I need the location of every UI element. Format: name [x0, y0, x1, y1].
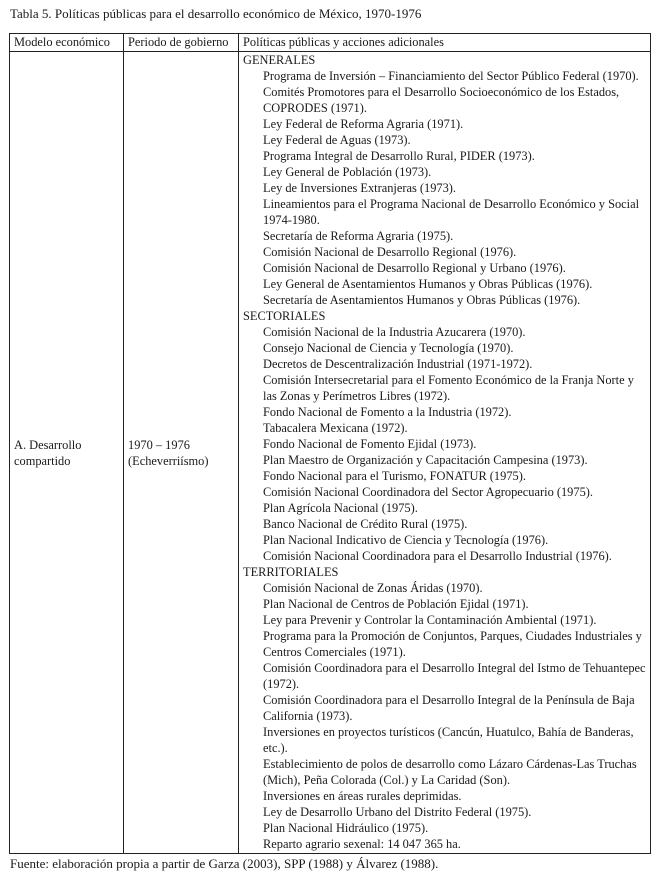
policy-item: Consejo Nacional de Ciencia y Tecnología (1970).: [263, 341, 514, 355]
periodo-line: (Echeverriísmo): [128, 453, 209, 468]
policy-item: Comisión Nacional de Desarrollo Regional (1976).: [263, 245, 517, 259]
policy-item: Ley General de Población (1973).: [263, 165, 432, 179]
policy-item: Fondo Nacional de Fomento Ejidal (1973).: [263, 437, 477, 451]
group-heading: GENERALES: [243, 53, 316, 67]
group-heading: SECTORIALES: [243, 309, 326, 323]
policy-item: Programa Integral de Desarrollo Rural, PIDER (1973).: [263, 149, 535, 163]
policy-item: Programa para la Promoción de Conjuntos, Parques, Ciudades Industriales y Centros Comerciales (1971).: [263, 629, 642, 659]
policy-item: Ley de Inversiones Extranjeras (1973).: [263, 181, 457, 195]
policy-item: Plan Nacional Indicativo de Ciencia y Tecnología (1976).: [263, 533, 549, 547]
header-politicas: Políticas públicas y acciones adicionales: [239, 34, 651, 52]
policy-item: Secretaría de Asentamientos Humanos y Obras Públicas (1976).: [263, 293, 581, 307]
policy-item: Ley General de Asentamientos Humanos y Obras Públicas (1976).: [263, 277, 593, 291]
policy-item: Decretos de Descentralización Industrial (1971-1972).: [263, 357, 533, 371]
policy-item: Comisión Coordinadora para el Desarrollo Integral del Istmo de Tehuantepec (1972).: [263, 661, 646, 691]
policy-item: Comisión Intersecretarial para el Fomento Económico de la Franja Norte y las Zonas y Perímetros Libres (1972).: [263, 373, 634, 403]
periodo-line: 1970 – 1976: [128, 437, 190, 452]
header-modelo: Modelo económico: [10, 34, 124, 52]
policy-item: Plan Agrícola Nacional (1975).: [263, 501, 418, 515]
policy-item: Ley Federal de Reforma Agraria (1971).: [263, 117, 464, 131]
cell-modelo: [10, 52, 124, 854]
policy-item: Comités Promotores para el Desarrollo Socioeconómico de los Estados, COPRODES (1971).: [263, 85, 620, 115]
header-periodo: Periodo de gobierno: [124, 34, 239, 52]
policy-item: Inversiones en proyectos turísticos (Cancún, Huatulco, Bahía de Banderas, etc.).: [263, 725, 634, 755]
policy-item: Fondo Nacional para el Turismo, FONATUR (1975).: [263, 469, 526, 483]
policy-item: Ley para Prevenir y Controlar la Contaminación Ambiental (1971).: [263, 613, 597, 627]
policy-item: Reparto agrario sexenal: 14 047 365 ha.: [263, 837, 461, 851]
policy-item: Comisión Nacional de la Industria Azucarera (1970).: [263, 325, 526, 339]
policy-item: Ley de Desarrollo Urbano del Distrito Federal (1975).: [263, 805, 532, 819]
policy-item: Comisión Coordinadora para el Desarrollo Integral de la Península de Baja California (1973).: [263, 693, 635, 723]
policy-item: Programa de Inversión – Financiamiento del Sector Público Federal (1970).: [263, 69, 639, 83]
policy-item: Plan Nacional Hidráulico (1975).: [263, 821, 429, 835]
policy-item: Plan Nacional de Centros de Población Ejidal (1971).: [263, 597, 529, 611]
modelo-line: compartido: [14, 453, 71, 468]
policy-item: Fondo Nacional de Fomento a la Industria (1972).: [263, 405, 512, 419]
policy-item: Comisión Nacional de Zonas Áridas (1970).: [263, 581, 483, 595]
policy-item: Lineamientos para el Programa Nacional de Desarrollo Económico y Social 1974-1980.: [263, 197, 640, 227]
policy-item: Tabacalera Mexicana (1972).: [263, 421, 408, 435]
cell-periodo: [124, 52, 239, 854]
source-note: Fuente: elaboración propia a partir de Garza (2003), SPP (1988) y Álvarez (1988).: [10, 856, 439, 871]
table-caption: Tabla 5. Políticas públicas para el desarrollo económico de México, 1970-1976: [10, 6, 422, 21]
policy-item: Plan Maestro de Organización y Capacitación Campesina (1973).: [263, 453, 588, 467]
policies-table: [9, 33, 651, 854]
table-header-row: [10, 34, 651, 52]
policy-item: Comisión Nacional Coordinadora para el Desarrollo Industrial (1976).: [263, 549, 612, 563]
policy-item: Comisión Nacional de Desarrollo Regional y Urbano (1976).: [263, 261, 566, 275]
policy-item: Ley Federal de Aguas (1973).: [263, 133, 411, 147]
group-heading: TERRITORIALES: [243, 565, 339, 579]
policy-item: Establecimiento de polos de desarrollo como Lázaro Cárdenas-Las Truchas (Mich), Peña Colorada (Col.) y La Caridad (Son).: [263, 757, 637, 787]
table-row: [10, 52, 651, 854]
policy-item: Comisión Nacional Coordinadora del Sector Agropecuario (1975).: [263, 485, 593, 499]
policy-item: Secretaría de Reforma Agraria (1975).: [263, 229, 454, 243]
cell-politicas: [239, 52, 651, 854]
policy-item: Inversiones en áreas rurales deprimidas.: [263, 789, 462, 803]
policy-item: Banco Nacional de Crédito Rural (1975).: [263, 517, 468, 531]
modelo-line: A. Desarrollo: [14, 437, 82, 452]
